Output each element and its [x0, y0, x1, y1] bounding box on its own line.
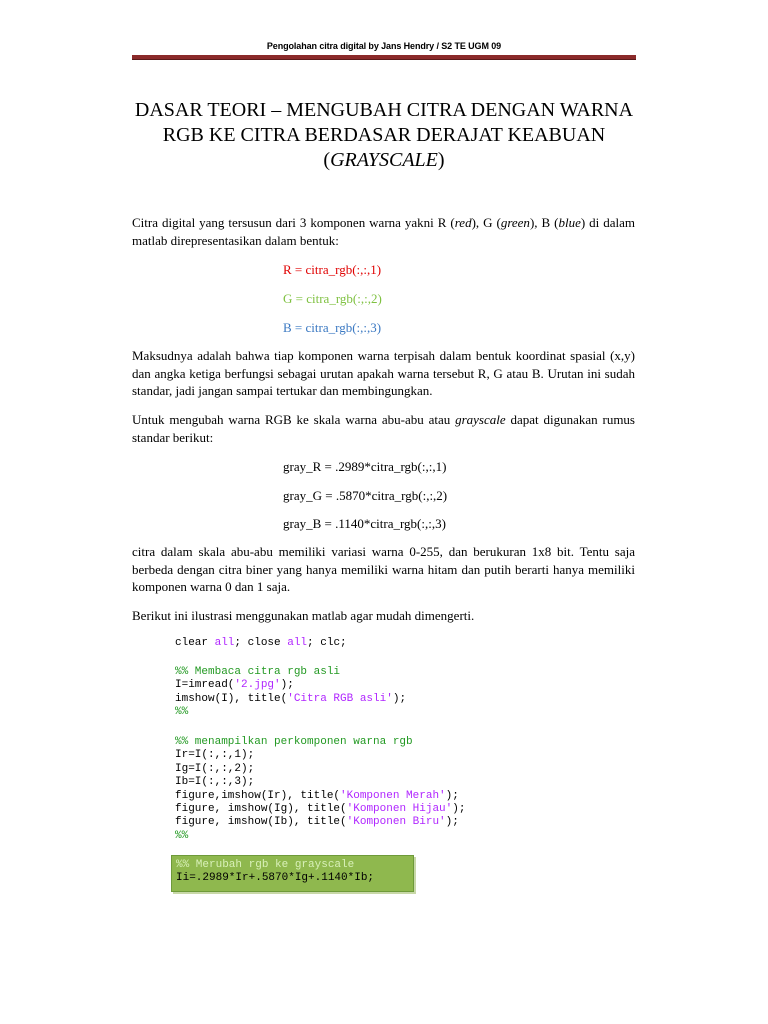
- code-comment: %%: [175, 706, 189, 719]
- explanation-paragraph: Maksudnya adalah bahwa tiap komponen warna terpisah dalam bentuk koordinat spasial (x,y) dan angka ketiga berfungsi sebagai urutan apakah warna tersebut R, G atau B. Urutan ini sudah standar, jadi jangan sampai tertukar dan membingungkan.: [132, 348, 635, 398]
- code-comment: %%: [175, 829, 189, 842]
- title-line-1: DASAR TEORI – MENGUBAH CITRA DENGAN WARNA: [134, 99, 634, 121]
- code-line-clear: [175, 637, 347, 650]
- formula-r: R = citra_rgb(:,:,1): [283, 262, 382, 277]
- grayscale-intro-a: Untuk mengubah warna RGB ke skala warna abu-abu atau: [132, 412, 456, 427]
- gray-formula-r: gray_R = .2989*citra_rgb(:,:,1): [283, 459, 447, 474]
- code-text: clear: [175, 637, 215, 649]
- title-line-3: [132, 148, 636, 173]
- code-line-ir: Ir=I(:,:,1);: [175, 749, 255, 762]
- grayscale-italic-word: grayscale: [455, 412, 506, 427]
- gray-formula-g: gray_G = .5870*citra_rgb(:,:,2): [283, 488, 448, 503]
- code-string: 'Citra RGB asli': [287, 692, 393, 705]
- code-text: );: [392, 692, 407, 705]
- code-text: );: [280, 679, 294, 692]
- code-string: 'Komponen Biru': [346, 816, 446, 829]
- intro-red-word: red: [454, 215, 472, 230]
- code-text: );: [445, 789, 459, 802]
- code-comment: %% Merubah rgb ke grayscale: [176, 859, 355, 871]
- grayscale-intro-paragraph: [132, 411, 635, 446]
- code-line-ig: Ig=I(:,:,2);: [175, 762, 255, 775]
- code-string: 'Komponen Merah': [340, 789, 446, 802]
- code-line-figure-ig: [175, 803, 465, 816]
- highlighted-code-block: [171, 855, 414, 892]
- intro-blue-word: blue: [558, 215, 581, 230]
- intro-green-word: green: [500, 215, 530, 230]
- gray-formula-b: gray_B = .1140*citra_rgb(:,:,3): [283, 516, 446, 531]
- formula-b: B = citra_rgb(:,:,3): [283, 320, 382, 335]
- code-line-figure-ib: [175, 816, 465, 829]
- page-title: [132, 98, 636, 173]
- code-block-read: [175, 666, 406, 720]
- code-comment: %% menampilkan perkomponen warna rgb: [175, 736, 413, 748]
- code-keyword: all: [287, 637, 308, 649]
- code-line-ib: Ib=I(:,:,3);: [175, 776, 255, 789]
- title-line-2: RGB KE CITRA BERDASAR DERAJAT KEABUAN: [162, 124, 606, 146]
- code-text: figure, imshow(Ib), title(: [175, 816, 347, 829]
- formula-g: G = citra_rgb(:,:,2): [283, 291, 382, 306]
- code-comment: %% Membaca citra rgb asli: [175, 666, 341, 678]
- code-text: ; close: [234, 637, 288, 649]
- code-line-figure-ir: [175, 790, 465, 803]
- code-line-grayscale: Ii=.2989*Ir+.5870*Ig+.1140*Ib;: [176, 872, 375, 885]
- code-string: '2.jpg': [234, 679, 281, 692]
- intro-paragraph: [132, 214, 635, 249]
- intro-text-d: ) di dalam matlab direpresentasikan dalam bentuk:: [132, 215, 635, 248]
- intro-text-b: ), G (: [471, 215, 501, 230]
- intro-text-c: ), B (: [529, 215, 559, 230]
- code-line-imshow: [175, 693, 406, 706]
- code-text: figure, imshow(Ig), title(: [175, 803, 347, 816]
- code-text: I=imread(: [175, 679, 235, 692]
- grayscale-intro-b: dapat digunakan rumus standar berikut:: [132, 412, 635, 445]
- title-paren-open: (: [323, 149, 331, 171]
- title-paren-close: ): [437, 149, 445, 171]
- code-line-imread: [175, 679, 406, 692]
- code-string: 'Komponen Hijau': [346, 803, 453, 816]
- code-text: imshow(I), title(: [175, 692, 288, 705]
- illustration-intro-paragraph: Berikut ini ilustrasi menggunakan matlab agar mudah dimengerti.: [132, 608, 475, 623]
- code-text: ; clc;: [307, 637, 347, 649]
- code-keyword: all: [214, 637, 235, 649]
- highlighted-code-text: [176, 859, 374, 886]
- header-divider: [132, 55, 636, 60]
- running-header: Pengolahan citra digital by Jans Hendry / S2 TE UGM 09: [266, 41, 502, 51]
- intro-text-a: Citra digital yang tersusun dari 3 komponen warna yakni R (: [132, 215, 455, 230]
- code-block-components: [175, 736, 465, 843]
- code-text: );: [445, 816, 459, 829]
- title-grayscale: GRAYSCALE: [330, 149, 438, 171]
- code-text: figure,imshow(Ir), title(: [175, 789, 341, 802]
- grayscale-description-paragraph: citra dalam skala abu-abu memiliki variasi warna 0-255, dan berukuran 1x8 bit. Tentu saja berbeda dengan citra biner yang hanya memiliki warna hitam dan putih berarti hanya memiliki komponen warna 0 dan 1 saja.: [132, 544, 635, 594]
- code-text: );: [452, 803, 466, 816]
